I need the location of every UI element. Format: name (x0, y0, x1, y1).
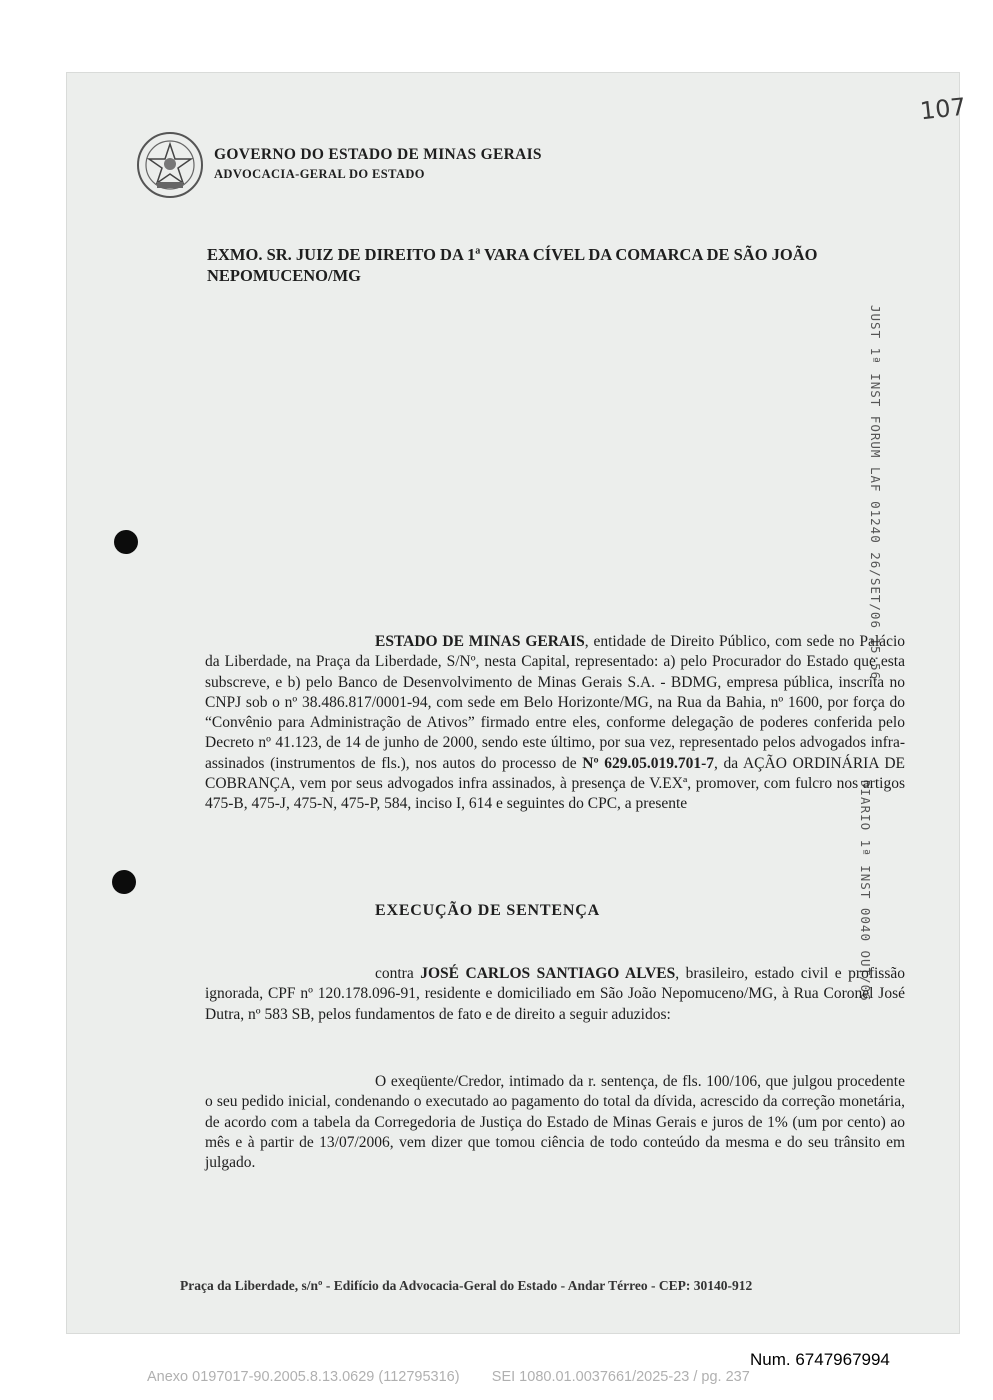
plaintiff-description: , entidade de Direito Público, com sede no Palácio da Liberdade, na Praça da Liberdade, S/Nº, nesta Capital, representado: a) pelo Procurador do Estado que esta subscreve, e b) pelo Banco de Desenvolvimento de Minas Gerais S.A. - BDMG, empresa pública, inscrita no CNPJ sob o nº 38.486.817/0001-94, com sede em Belo Horizonte/MG, na Rua da Bahia, nº 1600, por força do “Convênio para Administração de Ativos” firmado entre eles, conforme delegação de poderes conferida pelo Decreto nº 41.123, de 14 de junho de 2000, sendo este último, por sua vez, representado pelos advogados infra-assinados (instrumentos de fls.), nos autos do processo de (205, 633, 906, 772)
facts-paragraph: O exeqüente/Credor, intimado da r. sentença, de fls. 100/106, que julgou procedente o seu pedido inicial, condenando o executado ao pagamento do total da dívida, acrescido da correção monetária, de acordo com a tabela da Corregedoria de Justiça do Estado de Minas Gerais e juros de 1% (um por cento) ao mês e à partir de 13/07/2006, vem dizer que tomou ciência de todo conteúdo da mesma e do seu trânsito em julgado. (205, 1073, 905, 1172)
footer-address: Praça da Liberdade, s/nº - Edifício da Advocacia-Geral do Estado - Andar Térreo - CEP: 30140-912 (180, 1278, 753, 1293)
process-number: Nº 629.05.019.701-7 (582, 754, 715, 772)
defendant-lead: contra (375, 965, 421, 982)
organization-subtitle: ADVOCACIA-GERAL DO ESTADO (214, 167, 425, 181)
court-receipt-stamp: JUST 1ª INST FORUM LAF 01240 26/SET/06 15:56 (868, 305, 883, 681)
coat-of-arms-icon (135, 130, 205, 200)
defendant-name: JOSÉ CARLOS SANTIAGO ALVES (420, 965, 676, 982)
defendant-paragraph (205, 964, 905, 1025)
punch-hole (112, 870, 136, 894)
court-receipt-stamp-lower: DIARIO 1ª INST 0040 OUT/06 (858, 780, 873, 1002)
organization-title: GOVERNO DO ESTADO DE MINAS GERAIS (214, 146, 542, 163)
plaintiff-name: ESTADO DE MINAS GERAIS (375, 633, 585, 650)
petition-request: , da AÇÃO ORDINÁRIA DE COBRANÇA, vem por seus advogados infra assinados, à presença de V.EXª, promover, com fulcro nos artigos 475-B, 475-J, 475-N, 475-P, 584, inciso I, 614 e seguintes do CPC, a presente (205, 754, 905, 813)
addressee-heading: EXMO. SR. JUIZ DE DIREITO DA 1ª VARA CÍVEL DA COMARCA DE SÃO JOÃO NEPOMUCENO/MG (207, 245, 818, 285)
execution-title: EXECUÇÃO DE SENTENÇA (375, 902, 600, 919)
petition-opening-paragraph (205, 632, 905, 815)
document-id: Num. 6747967994 (750, 1350, 890, 1369)
annex-reference: Anexo 0197017-90.2005.8.13.0629 (112795316) SEI 1080.01.0037661/2025-23 / pg. 237 (147, 1369, 750, 1385)
handwritten-page-number: 107 (918, 92, 968, 126)
defendant-description: , brasileiro, estado civil e profissão ignorada, CPF nº 120.178.096-91, residente e domiciliado em São João Nepomuceno/MG, à Rua Coronel José Dutra, nº 583 SB, pelos fundamentos de fato e de direito a seguir aduzidos: (205, 965, 905, 1023)
punch-hole (114, 530, 138, 554)
